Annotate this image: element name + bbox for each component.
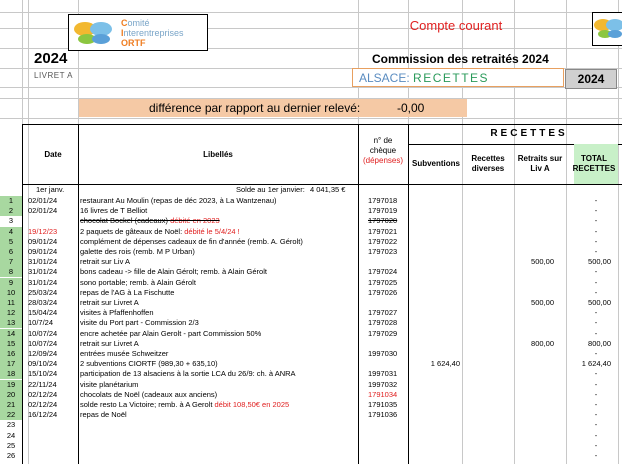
row-date: 15/04/24: [28, 308, 58, 318]
row-total: -: [594, 247, 598, 256]
table-row: [0, 349, 622, 359]
row-date: 31/01/24: [28, 257, 58, 267]
cheque-line-1: n° de: [373, 136, 393, 145]
comite-logo: [68, 14, 208, 51]
table-row: [0, 359, 622, 369]
row-libelle: chocolat Bockel (cadeaux) débité en 2023: [80, 216, 220, 226]
table-row: [0, 390, 622, 400]
col-header-subventions: Subventions: [411, 159, 460, 168]
table-row: [0, 329, 622, 339]
row-libelle: entrées musée Schweitzer: [80, 349, 169, 358]
row-libelle: retrait sur Livret A: [80, 338, 139, 348]
table-row: [0, 216, 622, 226]
table-row: [0, 237, 622, 247]
table-row: [0, 288, 622, 298]
row-date: 09/01/24: [28, 247, 58, 256]
row-cheque: 1797021: [368, 226, 398, 236]
row-cheque: 1797019: [368, 206, 398, 216]
row-number: 15: [0, 339, 22, 349]
row-number: 21: [0, 400, 22, 410]
row-cheque: 1997030: [368, 349, 398, 358]
row-number: 23: [6, 420, 16, 430]
difference-label: différence par rapport au dernier relevé:: [149, 101, 361, 115]
table-row: [0, 441, 622, 451]
row-date: 10/07/24: [28, 338, 58, 348]
solde-row: [0, 185, 622, 195]
region-label: ALSACE:: [359, 71, 410, 85]
row-date: 25/03/24: [28, 287, 58, 297]
row-libelle: repas de Noël: [80, 410, 127, 420]
table-row: [0, 369, 622, 379]
secondary-logo: [592, 12, 622, 46]
row-total: 1 624,40: [581, 359, 611, 369]
row-date: 19/12/23: [28, 226, 58, 236]
row-total: -: [594, 451, 598, 460]
row-retrait: 500,00: [531, 298, 554, 307]
table-row: [0, 410, 622, 420]
table-row: [0, 380, 622, 390]
row-number: 10: [0, 288, 22, 298]
row-cheque: 1797023: [368, 247, 398, 256]
recettes-diverses-line-1: Recettes: [471, 154, 505, 163]
row-date: 02/01/24: [28, 196, 58, 205]
solde-label: Solde au 1er janvier:: [236, 185, 305, 194]
row-date: 28/03/24: [28, 298, 58, 307]
col-header-retraits: [514, 154, 566, 174]
total-line-2: RECETTES: [572, 164, 616, 173]
row-number: 4: [0, 227, 22, 237]
table-row: [0, 431, 622, 441]
logo-line-1: Comité: [121, 18, 150, 28]
row-libelle: complément de dépenses cadeaux de fin d'année (remb. A. Gérolt): [80, 236, 303, 246]
row-date: 22/11/24: [28, 379, 57, 389]
table-row: [0, 318, 622, 328]
row-libelle: 2 subventions CIORTF (989,30 + 635,10): [80, 359, 218, 369]
logo-line-2: Interentreprises: [121, 28, 184, 38]
row-cheque: 1791035: [368, 400, 398, 409]
row-retrait: 500,00: [531, 257, 554, 267]
butterfly-logo-icon: [593, 13, 622, 45]
row-number: 7: [0, 257, 22, 267]
recettes-diverses-line-2: diverses: [471, 164, 505, 173]
row-libelle: retrait sur Liv A: [80, 257, 131, 267]
row-total: -: [594, 236, 598, 246]
row-libelle: chocolats de Noël (cadeaux aux anciens): [80, 389, 218, 399]
row-cheque: 1997031: [368, 369, 398, 379]
row-total: -: [594, 196, 598, 205]
row-number: 3: [8, 216, 14, 226]
row-total: 500,00: [588, 298, 611, 307]
row-total: -: [594, 440, 598, 450]
total-line-1: TOTAL: [581, 154, 607, 163]
row-date: 31/01/24: [28, 277, 58, 287]
row-number: 5: [0, 237, 22, 247]
row-date: 09/10/24: [28, 359, 58, 369]
row-libelle: participation de 13 alsaciens à la sortie LCA du 26/9: ch. à ANRA: [80, 369, 296, 379]
row-cheque: 1997032: [368, 379, 398, 389]
row-date: 02/12/24: [28, 400, 58, 409]
table-row: [0, 227, 622, 237]
table-row: [0, 308, 622, 318]
row-total: -: [594, 226, 598, 236]
row-date: 31/01/24: [28, 267, 58, 277]
region-recettes-box: [352, 68, 564, 87]
row-libelle: visite planétarium: [80, 379, 139, 389]
col-header-total: [568, 154, 620, 174]
compte-courant-title: Compte courant: [409, 18, 503, 33]
row-total: -: [594, 349, 598, 358]
row-total: -: [594, 430, 598, 440]
difference-bar: [79, 99, 467, 117]
row-number: 16: [0, 349, 22, 359]
row-total: -: [594, 369, 598, 379]
row-total: -: [594, 328, 598, 338]
col-header-date: Date: [44, 150, 62, 159]
row-number: 6: [0, 247, 22, 257]
solde-value: 4 041,35 €: [310, 185, 346, 194]
table-row: [0, 420, 622, 430]
row-cheque: 1797027: [368, 308, 398, 318]
row-total: -: [594, 318, 598, 328]
row-number: 1: [0, 196, 22, 206]
row-number: 17: [0, 359, 22, 369]
row-libelle: bons cadeau -> fille de Alain Gérolt; remb. à Alain Gérolt: [80, 267, 267, 277]
difference-value: -0,00: [397, 101, 425, 115]
row-number: 26: [6, 451, 16, 460]
row-libelle: visite du Port part - Commission 2/3: [80, 318, 199, 328]
row-libelle: encre achetée par Alain Gerolt - part Commission 50%: [80, 328, 262, 338]
row-total: -: [594, 277, 598, 287]
row-number: 24: [6, 430, 16, 440]
row-number: 14: [0, 329, 22, 339]
row-number: 20: [0, 390, 22, 400]
col-header-libelle: Libellés: [203, 150, 233, 159]
row-date: 10/7/24: [28, 318, 54, 328]
cheque-line-2: chèque: [369, 146, 397, 155]
row-total: -: [594, 287, 598, 297]
row-libelle: repas de l'AG à La Fischutte: [80, 287, 175, 297]
row-libelle: solde resto La Victoire; remb. à A Gerolt débit 108,50€ en 2025: [80, 400, 290, 409]
row-cheque: 1797025: [368, 277, 398, 287]
row-total: -: [594, 420, 598, 430]
row-libelle: galette des rois (remb. M P Urban): [80, 247, 195, 256]
table-row: [0, 278, 622, 288]
row-cheque: 1797029: [368, 328, 398, 338]
row-total: -: [594, 379, 598, 389]
row-cheque: 1797020: [368, 216, 398, 226]
logo-line-3: ORTF: [121, 38, 146, 48]
row-number: 8: [0, 267, 22, 277]
row-cheque: 1791034: [368, 389, 398, 399]
row-total: -: [594, 216, 598, 226]
row-total: -: [594, 267, 598, 277]
row-total: -: [594, 389, 598, 399]
row-cheque: 1797018: [368, 196, 398, 205]
col-header-cheque: [358, 136, 408, 166]
table-row: [0, 298, 622, 308]
table-row: [0, 451, 622, 461]
row-total: -: [594, 410, 598, 420]
retraits-line-1: Retraits sur: [517, 154, 563, 163]
year-title: 2024: [34, 50, 68, 67]
row-total: -: [594, 308, 598, 318]
row-retrait: 800,00: [531, 338, 554, 348]
row-number: 18: [0, 369, 22, 379]
row-number: 9: [0, 278, 22, 288]
row-cheque: 1791036: [368, 410, 398, 420]
row-date: 09/01/24: [28, 236, 58, 246]
row-cheque: 1797022: [368, 236, 398, 246]
row-libelle: 2 paquets de gâteaux de Noël: débité le 5/4/24 !: [80, 226, 240, 236]
year-badge: 2024: [565, 69, 617, 89]
livret-label: LIVRET A: [34, 71, 73, 80]
commission-title: Commission des retraités 2024: [372, 52, 549, 66]
row-libelle: retrait sur Livret A: [80, 298, 139, 307]
row-libelle: visites à Pfaffenhoffen: [80, 308, 154, 318]
row-total: 800,00: [588, 338, 611, 348]
row-number: 19: [0, 380, 22, 390]
table-row: [0, 339, 622, 349]
row-number: 25: [6, 440, 16, 450]
row-date: 16/12/24: [28, 410, 58, 420]
row-date: 15/10/24: [28, 369, 58, 379]
row-total: -: [594, 400, 598, 409]
row-number: 13: [0, 318, 22, 328]
table-row: [0, 206, 622, 216]
table-row: [0, 196, 622, 206]
row-number: 2: [0, 206, 22, 216]
row-total: -: [594, 206, 598, 216]
table-row: [0, 257, 622, 267]
cheque-line-3: (dépenses): [362, 156, 404, 165]
row-number: 22: [0, 410, 22, 420]
butterfly-logo-icon: [71, 17, 119, 47]
row-total: 500,00: [588, 257, 611, 267]
row-libelle: 16 livres de T Belliot: [80, 206, 148, 216]
row-date: 10/07/24: [28, 328, 58, 338]
table-row: [0, 400, 622, 410]
row-date: 02/01/24: [28, 206, 58, 216]
row-cheque: 1797026: [368, 287, 398, 297]
solde-date: 1er janv.: [36, 185, 65, 194]
table-row: [0, 267, 622, 277]
row-number: 12: [0, 308, 22, 318]
row-libelle: sono portable; remb. à Alain Gérolt: [80, 277, 196, 287]
row-libelle: restaurant Au Moulin (repas de déc 2023, à La Wantzenau): [80, 196, 277, 205]
row-date: 02/12/24: [28, 389, 58, 399]
row-cheque: 1797024: [368, 267, 398, 277]
retraits-line-2: Liv A: [530, 164, 550, 173]
table-row: [0, 247, 622, 257]
col-header-recettes-diverses: [462, 154, 514, 174]
row-subvention: 1 624,40: [430, 359, 460, 369]
row-date: 12/09/24: [28, 349, 58, 358]
recettes-section-title: RECETTES: [490, 128, 568, 139]
row-number: 11: [0, 298, 22, 308]
row-cheque: 1797028: [368, 318, 398, 328]
recettes-label: RECETTES: [413, 71, 490, 85]
